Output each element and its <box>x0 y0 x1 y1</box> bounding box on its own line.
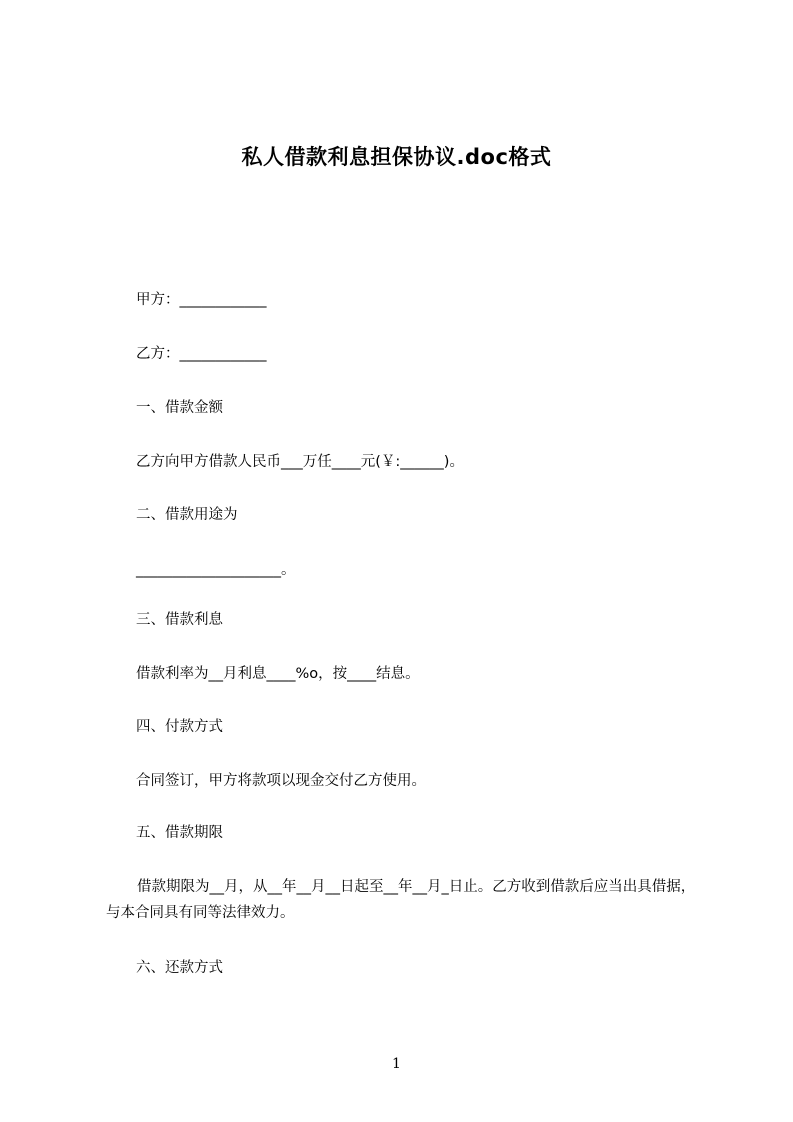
party-a-line: 甲方：____________ <box>136 292 267 308</box>
loan-term-text: 借款期限为__月，从__年__月__日起至__年__月_日止。乙方收到借款后应当出具借据，与本合同具有同等法律效力。 <box>106 879 696 921</box>
section-body-loan-purpose: ____________________。 <box>136 562 296 578</box>
party-b-line: 乙方：____________ <box>136 346 267 362</box>
section-heading-loan-term: 五、借款期限 <box>136 825 223 841</box>
section-heading-loan-interest: 三、借款利息 <box>136 612 223 628</box>
section-body-loan-term <box>106 874 696 926</box>
section-body-loan-interest: 借款利率为__月利息____%o，按____结息。 <box>136 666 420 682</box>
page-number: 1 <box>392 1056 401 1072</box>
section-heading-repayment-method: 六、还款方式 <box>136 960 223 976</box>
section-body-loan-amount: 乙方向甲方借款人民币___万任____元(￥:______)。 <box>136 454 464 470</box>
section-heading-loan-amount: 一、借款金额 <box>136 400 223 416</box>
section-body-payment-method: 合同签订，甲方将款项以现金交付乙方使用。 <box>136 773 426 789</box>
document-title: 私人借款利息担保协议.doc格式 <box>241 145 552 169</box>
section-heading-loan-purpose: 二、借款用途为 <box>136 507 238 523</box>
section-heading-payment-method: 四、付款方式 <box>136 719 223 735</box>
